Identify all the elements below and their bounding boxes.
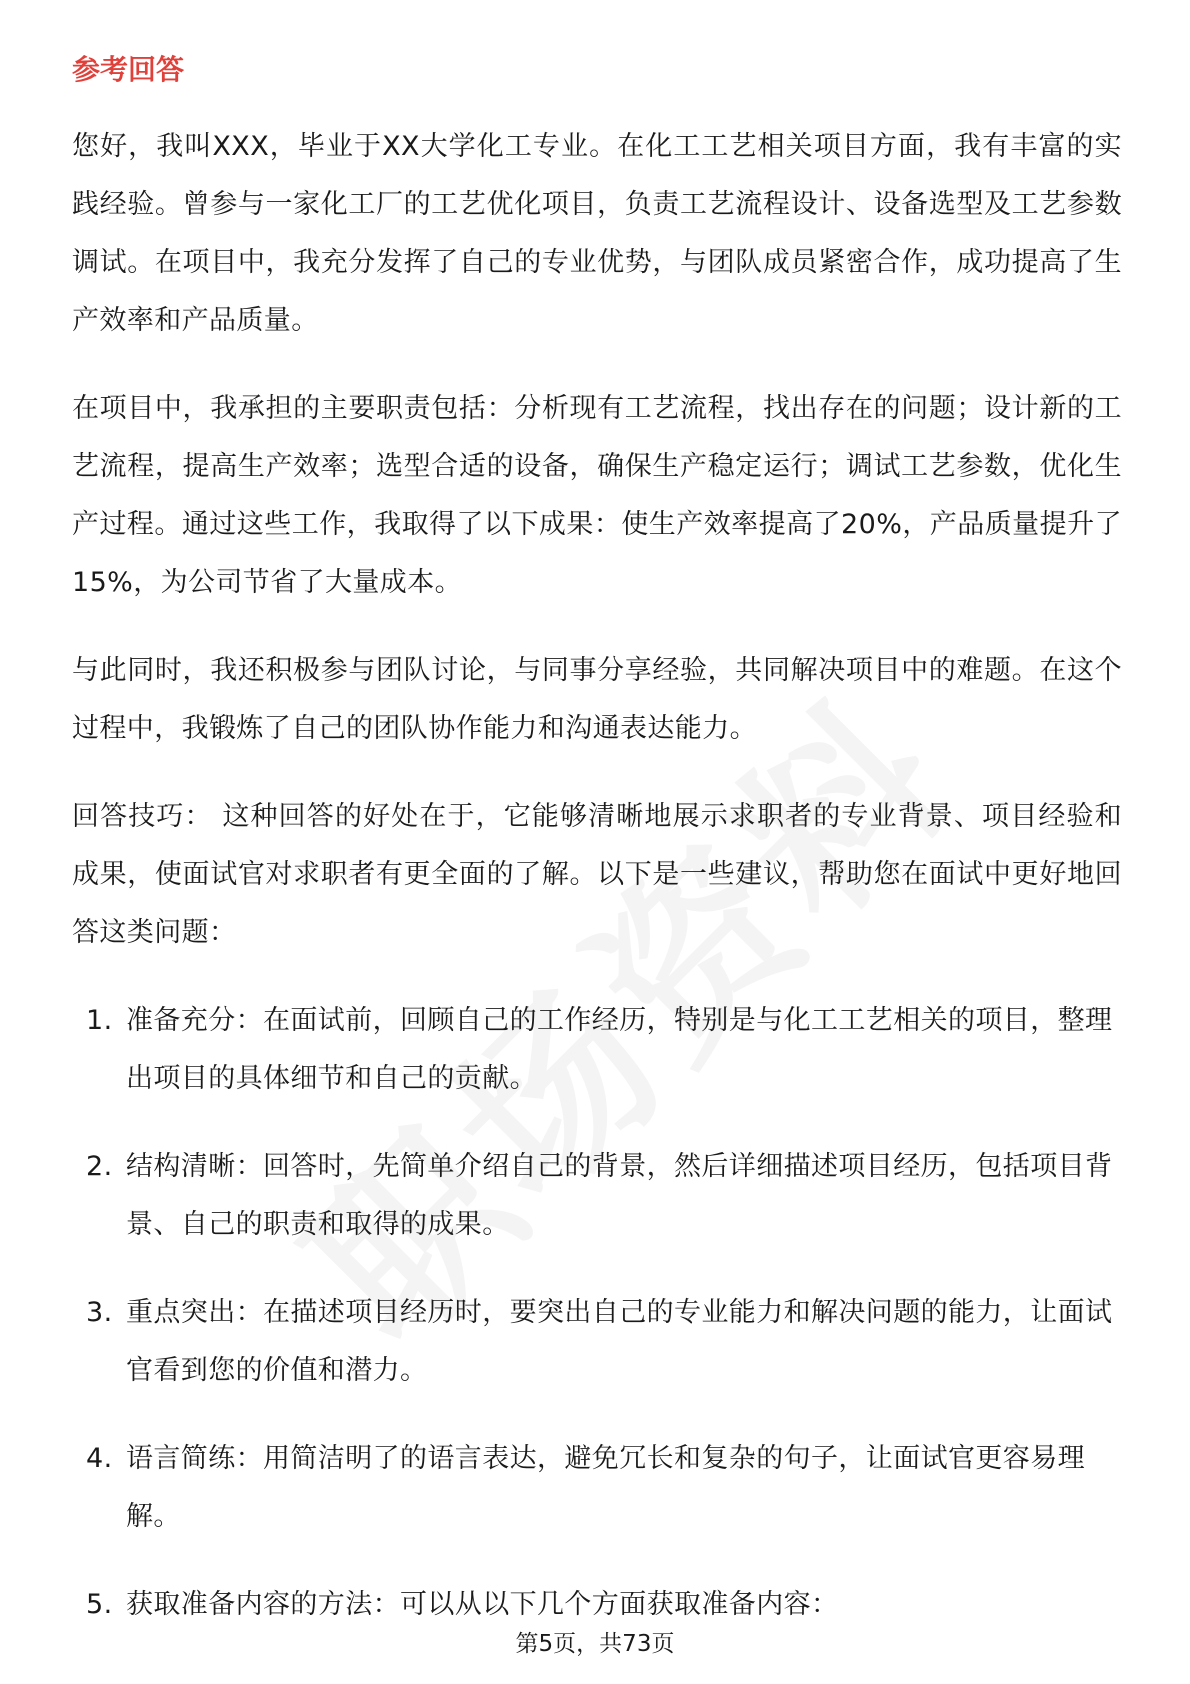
paragraph-tips-intro: 回答技巧： 这种回答的好处在于，它能够清晰地展示求职者的专业背景、项目经验和成果，使面试官对求职者有更全面的了解。以下是一些建议，帮助您在面试中更好地回答这类问题：: [72, 801, 1122, 948]
list-item-text: 获取准备内容的方法：可以从以下几个方面获取准备内容：: [126, 1589, 839, 1620]
list-item-number: 5.: [86, 1589, 113, 1620]
page-number: 第5页，共73页: [515, 1631, 675, 1657]
paragraph-responsibilities: 在项目中，我承担的主要职责包括：分析现有工艺流程，找出存在的问题；设计新的工艺流程，提高生产效率；选型合适的设备，确保生产稳定运行；调试工艺参数，优化生产过程。通过这些工作，我取得了以下成果：使生产效率提高了20%，产品质量提升了15%，为公司节省了大量成本。: [72, 393, 1122, 598]
document-body: [72, 118, 1122, 1664]
paragraph-teamwork: 与此同时，我还积极参与团队讨论，与同事分享经验，共同解决项目中的难题。在这个过程中，我锻炼了自己的团队协作能力和沟通表达能力。: [72, 655, 1122, 744]
list-item-text: 结构清晰：回答时，先简单介绍自己的背景，然后详细描述项目经历，包括项目背景、自己的职责和取得的成果。: [126, 1151, 1113, 1240]
list-item: [72, 1138, 1122, 1254]
list-item-number: 2.: [86, 1151, 113, 1182]
section-title: 参考回答: [72, 53, 185, 86]
list-item: [72, 1284, 1122, 1400]
list-item-number: 4.: [86, 1443, 113, 1474]
list-item: [72, 1576, 1122, 1634]
list-item-number: 1.: [86, 1005, 113, 1036]
list-item-text: 准备充分：在面试前，回顾自己的工作经历，特别是与化工工艺相关的项目，整理出项目的具体细节和自己的贡献。: [126, 1005, 1113, 1094]
tips-list: [72, 992, 1122, 1634]
list-item-number: 3.: [86, 1297, 113, 1328]
paragraph-intro: 您好，我叫XXX，毕业于XX大学化工专业。在化工工艺相关项目方面，我有丰富的实践经验。曾参与一家化工厂的工艺优化项目，负责工艺流程设计、设备选型及工艺参数调试。在项目中，我充分发挥了自己的专业优势，与团队成员紧密合作，成功提高了生产效率和产品质量。: [72, 131, 1122, 336]
list-item: [72, 992, 1122, 1108]
list-item-text: 重点突出：在描述项目经历时，要突出自己的专业能力和解决问题的能力，让面试官看到您的价值和潜力。: [126, 1297, 1113, 1386]
list-item: [72, 1430, 1122, 1546]
list-item-text: 语言简练：用简洁明了的语言表达，避免冗长和复杂的句子，让面试官更容易理解。: [126, 1443, 1085, 1532]
